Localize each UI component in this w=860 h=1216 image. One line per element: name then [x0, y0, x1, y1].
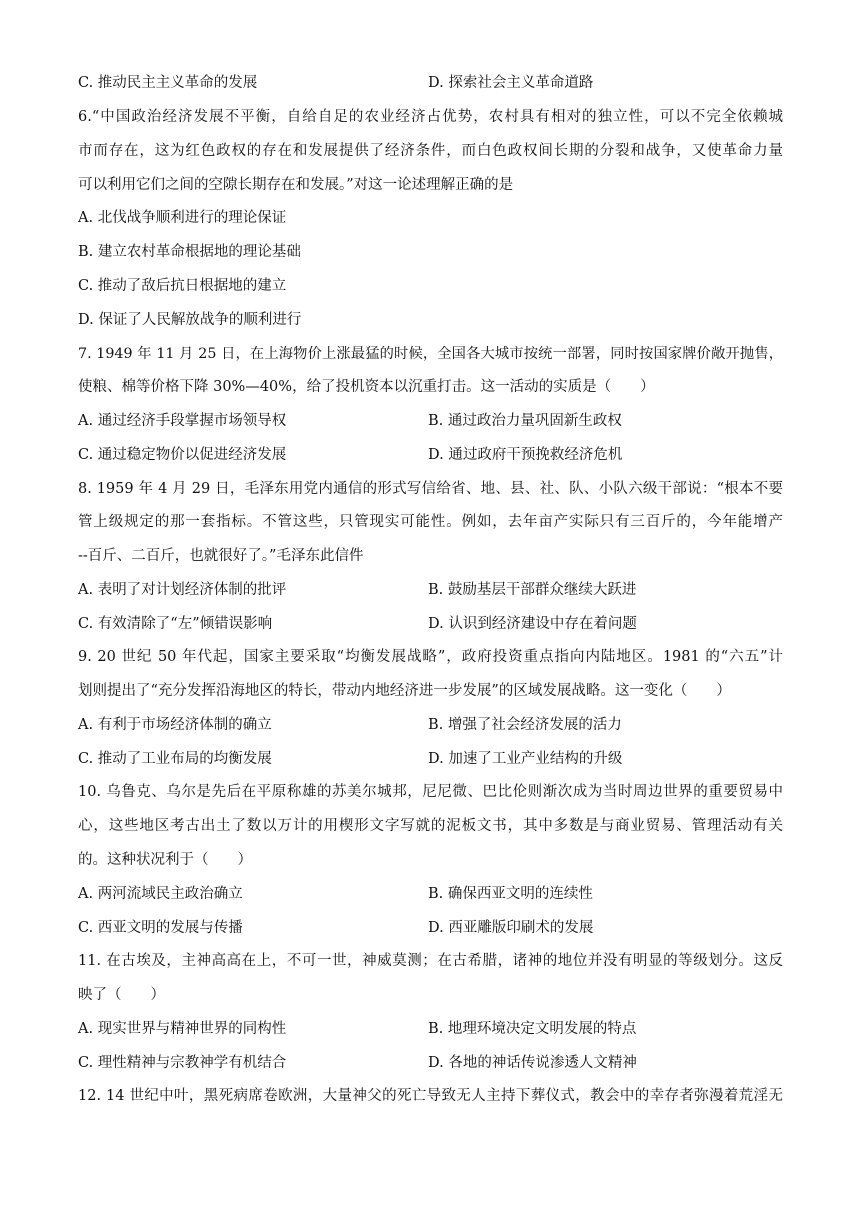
q6-stem-line-1: 6.“中国政治经济发展不平衡，自给自足的农业经济占优势，农村具有相对的独立性，可以不完全依赖城 [78, 109, 783, 125]
q11-option-a: A. 现实世界与精神世界的同构性 [78, 1021, 287, 1037]
q9-option-a: A. 有利于市场经济体制的确立 [78, 717, 272, 733]
q6-option-d: D. 保证了人民解放战争的顺利进行 [78, 312, 302, 328]
q7-option-c: C. 通过稳定物价以促进经济发展 [78, 447, 287, 463]
q9-option-b: B. 增强了社会经济发展的活力 [428, 717, 622, 733]
q5-option-c: C. 推动民主主义革命的发展 [78, 75, 258, 91]
q9-option-c: C. 推动了工业布局的均衡发展 [78, 751, 272, 767]
q10-option-a: A. 两河流域民主政治确立 [78, 886, 243, 902]
q11-stem-line-2: 映了（ ） [78, 987, 165, 1003]
q7-stem-line-1: 7. 1949 年 11 月 25 日，在上海物价上涨最猛的时候，全国各大城市按统一部署，同时按国家牌价敞开抛售， [78, 346, 783, 362]
q5-option-d: D. 探索社会主义革命道路 [428, 75, 594, 91]
q11-option-c: C. 理性精神与宗教神学有机结合 [78, 1055, 287, 1071]
q6-stem-line-2: 市而存在，这为红色政权的存在和发展提供了经济条件，而白色政权间长期的分裂和战争，又使革命力量 [78, 143, 783, 159]
q7-stem-line-2: 使粮、棉等价格下降 30%—40%，给了投机资本以沉重打击。这一活动的实质是（ ） [78, 379, 655, 395]
q8-option-c: C. 有效清除了“左”倾错误影响 [78, 616, 273, 632]
q6-option-a: A. 北伐战争顺利进行的理论保证 [78, 210, 287, 226]
q12-stem-line-1: 12. 14 世纪中叶，黑死病席卷欧洲，大量神父的死亡导致无人主持下葬仪式，教会中的幸存者弥漫着荒淫无 [78, 1088, 783, 1104]
q8-stem-line-1: 8. 1959 年 4 月 29 日，毛泽东用党内通信的形式写信给省、地、县、社、队、小队六级干部说：“根本不要 [78, 481, 783, 497]
q7-option-b: B. 通过政治力量巩固新生政权 [428, 413, 622, 429]
q8-option-d: D. 认识到经济建设中存在着问题 [428, 616, 637, 632]
q6-stem-line-3: 可以利用它们之间的空隙长期存在和发展。”对这一论述理解正确的是 [78, 177, 514, 193]
q8-stem-line-2: 管上级规定的那一套指标。不管这些，只管现实可能性。例如，去年亩产实际只有三百斤的，今年能增产 [78, 514, 783, 530]
q8-option-b: B. 鼓励基层干部群众继续大跃进 [428, 582, 637, 598]
q11-stem-line-1: 11. 在古埃及，主神高高在上，不可一世，神威莫测；在古希腊，诸神的地位并没有明显的等级划分。这反 [78, 953, 783, 969]
q6-option-b: B. 建立农村革命根据地的理论基础 [78, 244, 301, 260]
q10-option-d: D. 西亚雕版印刷术的发展 [428, 920, 594, 936]
q11-option-d: D. 各地的神话传说渗透人文精神 [428, 1055, 637, 1071]
q9-stem-line-1: 9. 20 世纪 50 年代起，国家主要采取“均衡发展战略”，政府投资重点指向内陆地区。1981 的“六五”计 [78, 649, 783, 665]
q10-stem-line-2: 心，这些地区考古出土了数以万计的用楔形文字写就的泥板文书，其中多数是与商业贸易、管理活动有关 [78, 818, 783, 834]
q9-option-d: D. 加速了工业产业结构的升级 [428, 751, 623, 767]
q9-stem-line-2: 划则提出了“充分发挥沿海地区的特长，带动内地经济进一步发展”的区域发展战略。这一变化（ ） [78, 683, 731, 699]
q10-option-b: B. 确保西亚文明的连续性 [428, 886, 593, 902]
q10-stem-line-1: 10. 乌鲁克、乌尔是先后在平原称雄的苏美尔城邦，尼尼微、巴比伦则渐次成为当时周边世界的重要贸易中 [78, 784, 783, 800]
q7-option-a: A. 通过经济手段掌握市场领导权 [78, 413, 287, 429]
q7-option-d: D. 通过政府干预挽救经济危机 [428, 447, 623, 463]
q6-option-c: C. 推动了敌后抗日根据地的建立 [78, 278, 287, 294]
q11-option-b: B. 地理环境决定文明发展的特点 [428, 1021, 637, 1037]
q8-option-a: A. 表明了对计划经济体制的批评 [78, 582, 287, 598]
q8-stem-line-3: --百斤、二百斤，也就很好了。”毛泽东此信件 [78, 548, 364, 564]
q10-stem-line-3: 的。这种状况利于（ ） [78, 852, 252, 868]
q10-option-c: C. 西亚文明的发展与传播 [78, 920, 243, 936]
